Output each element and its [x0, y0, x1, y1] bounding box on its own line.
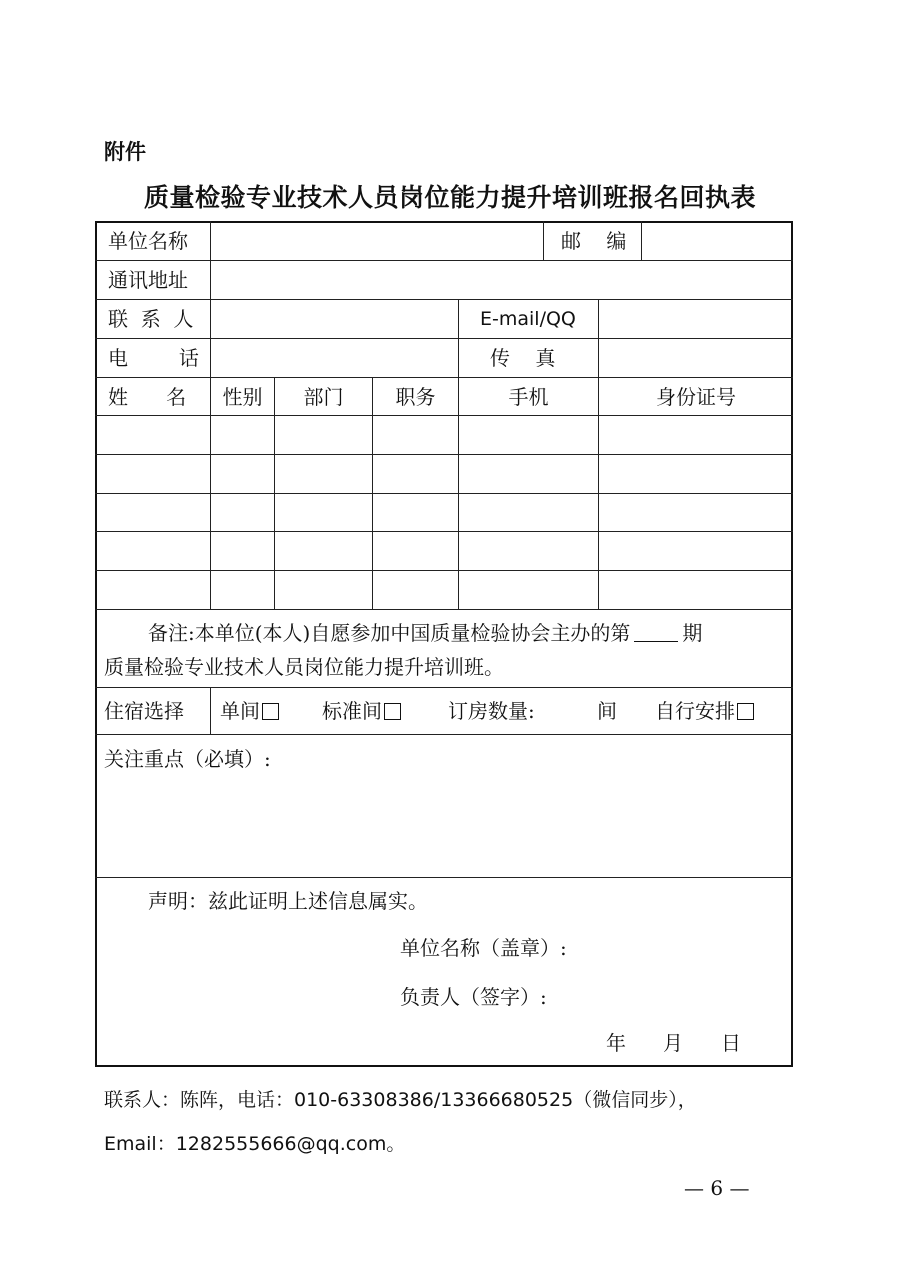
room-unit-label: 间 [597, 699, 617, 723]
col-position-header: 职务 [395, 385, 436, 409]
row-divider [95, 260, 793, 261]
row-divider [95, 377, 793, 378]
postcode-label: 邮 编 [561, 229, 627, 253]
single-room-label: 单间 [220, 699, 260, 723]
col-gender-header: 性别 [222, 385, 263, 409]
row-divider [95, 609, 793, 610]
self-arrange-checkbox[interactable] [737, 703, 754, 720]
signer-label: 负责人（签字）: [400, 985, 547, 1009]
lodging-label: 住宿选择 [104, 699, 184, 723]
room-count-label: 订房数量: [448, 699, 535, 723]
row-divider [95, 415, 793, 416]
attachment-label: 附件 [104, 140, 146, 164]
contact-label: 联 系 人 [108, 307, 194, 331]
self-arrange-label: 自行安排 [655, 699, 735, 723]
lodging-standard[interactable] [322, 699, 401, 723]
remark-suffix: 期 [682, 621, 703, 645]
date-day: 日 [721, 1031, 741, 1055]
row-divider [95, 570, 793, 571]
row-divider [95, 493, 793, 494]
col-divider [641, 221, 642, 260]
col-divider [372, 377, 373, 609]
address-label: 通讯地址 [108, 268, 188, 292]
col-mobile-header: 手机 [508, 385, 549, 409]
row-divider [95, 299, 793, 300]
row-divider [95, 454, 793, 455]
page-number: — 6 — [684, 1176, 750, 1200]
col-id-header: 身份证号 [656, 385, 736, 409]
remark-prefix: 备注:本单位(本人)自愿参加中国质量检验协会主办的第 [148, 621, 631, 645]
row-divider [95, 687, 793, 688]
row-divider [95, 338, 793, 339]
row-divider [95, 877, 793, 878]
col-divider [210, 221, 211, 609]
email-info-line: Email：1282555666@qq.com。 [104, 1133, 406, 1155]
col-divider [598, 299, 599, 609]
phone-label: 电 话 [108, 346, 199, 370]
unit-seal-label: 单位名称（盖章）: [400, 936, 567, 960]
remark-line2: 质量检验专业技术人员岗位能力提升培训班。 [104, 655, 504, 679]
contact-info-line: 联系人：陈阵，电话：010-63308386/13366680525（微信同步）， [104, 1089, 697, 1111]
page-title: 质量检验专业技术人员岗位能力提升培训班报名回执表 [143, 183, 756, 212]
row-divider [95, 531, 793, 532]
date-year: 年 [606, 1031, 626, 1055]
col-divider [274, 377, 275, 609]
col-divider [210, 687, 211, 734]
date-month: 月 [663, 1031, 683, 1055]
lodging-single[interactable] [220, 699, 279, 723]
lodging-self[interactable] [655, 699, 754, 723]
remark-text [148, 621, 702, 645]
standard-room-checkbox[interactable] [384, 703, 401, 720]
fax-label: 传 真 [490, 346, 556, 370]
email-label: E-mail/QQ [480, 308, 576, 330]
standard-room-label: 标准间 [322, 699, 382, 723]
col-dept-header: 部门 [303, 385, 344, 409]
row-divider [95, 734, 793, 735]
declaration-statement: 声明：兹此证明上述信息属实。 [148, 889, 428, 913]
col-divider [543, 221, 544, 260]
col-divider [458, 299, 459, 609]
unit-name-label: 单位名称 [108, 229, 188, 253]
col-name-header: 姓 名 [108, 385, 187, 409]
single-room-checkbox[interactable] [262, 703, 279, 720]
focus-label: 关注重点（必填）: [104, 747, 271, 771]
session-blank[interactable] [634, 623, 678, 642]
